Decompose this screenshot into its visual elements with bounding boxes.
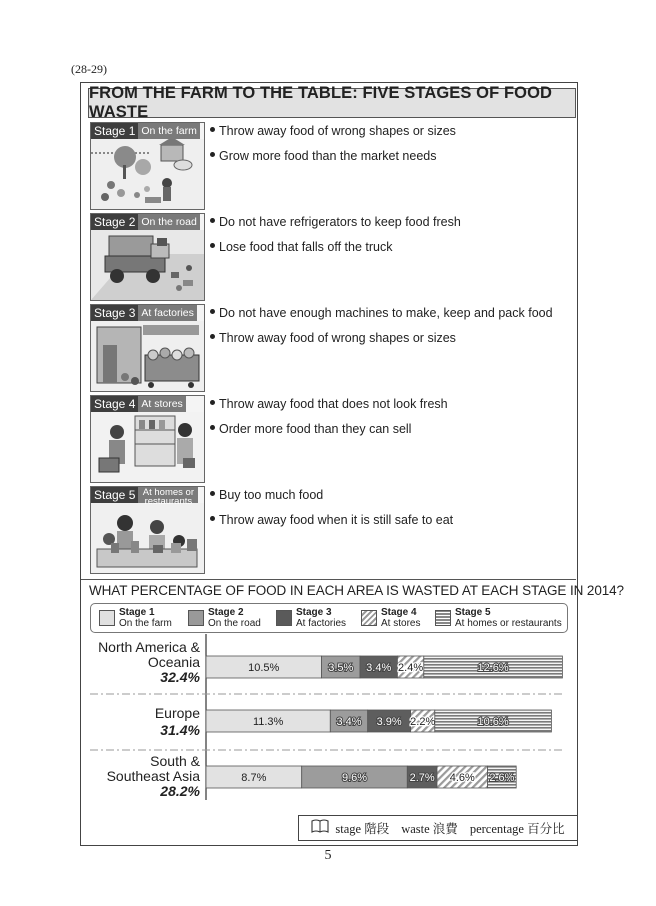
bar-data-label: 2.4% — [398, 662, 424, 674]
stage-name: At stores — [138, 396, 185, 412]
page-number: 5 — [324, 848, 332, 863]
bar-data-label: 2.6% — [489, 772, 515, 784]
row-total: 31.4% — [160, 722, 200, 738]
bullet-item: Lose food that falls off the truck — [210, 240, 461, 265]
row-label-south-southeast-asia: South & Southeast Asia 28.2% — [88, 754, 200, 799]
bar-data-label: 11.3% — [252, 716, 284, 728]
bar-data-label: 3.5% — [328, 662, 354, 674]
legend-item-stage-1: Stage 1 On the farm — [99, 606, 172, 630]
glossary-item: stage 階段 — [335, 822, 390, 836]
bar-data-label: 8.7% — [241, 772, 267, 784]
bullet-item: Throw away food when it is still safe to eat — [210, 513, 453, 538]
legend-item-stage-5: Stage 5 At homes or restaurants — [435, 606, 562, 630]
bar-data-label: 2.7% — [409, 772, 435, 784]
bullet-item: Buy too much food — [210, 488, 453, 513]
stage-number: Stage 1 — [91, 123, 138, 139]
bar-data-label: 3.4% — [366, 662, 392, 674]
legend-item-stage-2: Stage 2 On the road — [188, 606, 261, 630]
bar-data-label: 10.5% — [248, 662, 280, 674]
stage-name: At factories — [138, 305, 197, 321]
glossary-item: percentage 百分比 — [469, 822, 565, 836]
glossary-box — [298, 815, 578, 841]
bullet-item: Throw away food that does not look fresh — [210, 397, 448, 422]
bullet-item: Do not have enough machines to make, keep and pack food — [210, 306, 553, 331]
stage-number: Stage 2 — [91, 214, 138, 230]
book-icon — [311, 819, 329, 837]
row-label-europe: Europe 31.4% — [88, 706, 200, 738]
bar-data-label: 4.6% — [449, 772, 475, 784]
stage-number: Stage 5 — [91, 487, 138, 503]
stage-number: Stage 3 — [91, 305, 138, 321]
bullet-item: Grow more food than the market needs — [210, 149, 456, 174]
page-reference: (28-29) — [71, 62, 107, 76]
stage-name: At homes or restaurants — [138, 487, 198, 503]
bar-data-label: 10.6% — [477, 716, 509, 728]
row-label-north-america: North America & Oceania 32.4% — [88, 640, 200, 685]
stage-name: On the road — [138, 214, 199, 230]
bullet-item: Throw away food of wrong shapes or sizes — [210, 124, 456, 149]
bullet-item: Throw away food of wrong shapes or sizes — [210, 331, 553, 356]
bar-data-label: 9.6% — [341, 772, 368, 784]
legend-item-stage-3: Stage 3 At factories — [276, 606, 346, 630]
stage-name: On the farm — [138, 123, 199, 139]
bullet-item: Order more food than they can sell — [210, 422, 448, 447]
bar-data-label: 3.4% — [336, 716, 362, 728]
bar-data-label: 12.6% — [477, 662, 509, 674]
bar-data-label: 3.9% — [376, 716, 402, 728]
chart-title: WHAT PERCENTAGE OF FOOD IN EACH AREA IS WASTED AT EACH STAGE IN 2014? — [89, 583, 624, 598]
stage-number: Stage 4 — [91, 396, 138, 412]
row-total: 28.2% — [160, 783, 200, 799]
glossary-item: waste 浪費 — [401, 822, 458, 836]
bullet-item: Do not have refrigerators to keep food fresh — [210, 215, 461, 240]
page-title: FROM THE FARM TO THE TABLE: FIVE STAGES OF FOOD WASTE — [88, 88, 576, 118]
legend-item-stage-4: Stage 4 At stores — [361, 606, 420, 630]
bar-data-label: 2.2% — [410, 716, 436, 728]
row-total: 32.4% — [160, 669, 200, 685]
